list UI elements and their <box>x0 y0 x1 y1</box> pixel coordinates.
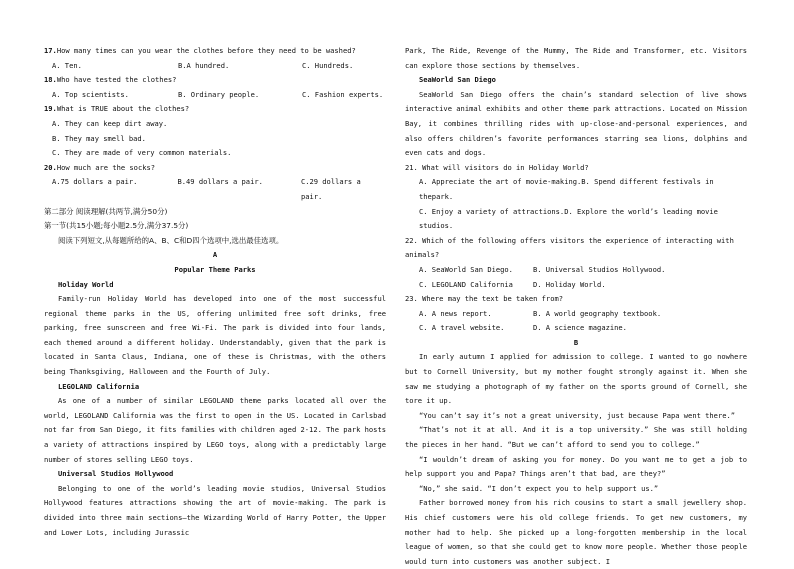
option-b: B. Ordinary people. <box>178 89 260 99</box>
question-22-options-row2 <box>405 278 747 293</box>
question-number: 20. <box>44 162 57 172</box>
question-number: 19. <box>44 104 57 114</box>
option-c: C. They are made of very common materials. <box>52 148 232 158</box>
option-c: C. Hundreds. <box>302 60 354 70</box>
question-20 <box>44 161 386 176</box>
option-c: C.29 dollars a pair. <box>300 177 361 201</box>
question-20-options <box>44 175 386 204</box>
option-b: B. Universal Studios Hollywood. <box>533 264 666 274</box>
paragraph: In early autumn I applied for admission to college. I wanted to go nowhere but to Cornell University, but my mother fought strongly against it. When she saw me studying a photograph of my father on the sports ground of Cornell, she tore it up. <box>405 352 747 406</box>
question-text: How many times can you wear the clothes before they need to be washed? <box>56 46 356 55</box>
section-heading: 第一节(共15小题;每小题2.5分,满分37.5分) <box>44 221 189 231</box>
option-ab: A. Appreciate the art of movie-making.B. Spend different festivals in thepark. <box>419 177 714 201</box>
question-17-options <box>44 59 386 74</box>
question-text: How much are the socks? <box>56 162 156 172</box>
option-b: B.A hundred. <box>178 60 230 70</box>
section-subheading: Holiday World <box>58 279 114 289</box>
passage-label: A <box>212 250 218 260</box>
option-b: B.49 dollars a pair. <box>177 177 263 187</box>
question-number: 18. <box>44 75 57 85</box>
option-a: A. They can keep dirt away. <box>52 118 168 128</box>
question-19 <box>44 102 386 117</box>
option-b: B. They may smell bad. <box>52 133 146 143</box>
question-21: 21. What will visitors do in Holiday World? <box>405 162 589 172</box>
paragraph: Belonging to one of the world’s leading movie studios, Universal Studios Hollywood features attractions showing the art of movie-making. The park is divided into three main sections—the Wizarding World of Harry Potter, the Upper and Lower Lots, including Jurassic <box>44 483 386 537</box>
question-23: 23. Where may the text be taken from? <box>405 294 564 304</box>
option-a: A. Ten. <box>52 60 82 70</box>
question-text: Who have tested the clothes? <box>56 75 177 85</box>
option-b: B. A world geography textbook. <box>533 308 662 318</box>
section-subheading: SeaWorld San Diego <box>419 75 496 85</box>
passage-label: B <box>573 337 579 347</box>
option-c: C. Fashion experts. <box>302 89 384 99</box>
paragraph: “You can’t say it’s not a great university, just because Papa went there.” <box>419 410 736 420</box>
left-column <box>44 44 386 540</box>
question-23-options-row1 <box>405 307 747 322</box>
question-17 <box>44 44 386 59</box>
option-a: A. Top scientists. <box>52 89 129 99</box>
question-18 <box>44 73 386 88</box>
instruction-text: 阅读下列短文,从每题所给的A、B、C和D四个选项中,选出最佳选项。 <box>58 235 284 245</box>
option-c: C. LEGOLAND California <box>419 279 513 289</box>
question-number: 17. <box>44 46 57 55</box>
section-subheading: LEGOLAND California <box>58 381 140 391</box>
question-18-options <box>44 88 386 103</box>
paragraph: As one of a number of similar LEGOLAND theme parks located all over the world, LEGOLAND California was the first to open in the US. Located in Carlsbad not far from San Diego, it fits families with children aged 2-12. The park hosts a variety of attractions inspired by LEGO toys, along with a predictably large number of stores selling LEGO toys. <box>44 396 386 464</box>
question-23-options-row2 <box>405 321 747 336</box>
paragraph: Family-run Holiday World has developed into one of the most successful regional theme parks in the US, offering unlimited free soft drinks, free parking, free sunscreen and free Wi-Fi. The park is divided into four lands, each themed around a different holiday. Understandably, given that the park is located in Santa Claus, Indiana, one of these is Christmas, with the others being Thanksgiving, Halloween and the Fourth of July. <box>44 294 386 377</box>
option-d: D. A science magazine. <box>533 323 627 333</box>
paragraph: Father borrowed money from his rich cousins to start a small jewellery shop. His chief customers were his old college friends. To get new customers, my mother had to help. She picked up a long-forgotten membership in the local league of women, so that she could get to know more people. Whether those people would turn into customers was another subject. I <box>405 498 747 566</box>
section-subheading: Universal Studios Hollywood <box>58 469 174 479</box>
part-heading: 第二部分 阅读理解(共两节,满分50分) <box>44 206 168 216</box>
option-c: C. A travel website. <box>419 323 505 333</box>
right-column <box>405 44 747 569</box>
paragraph: SeaWorld San Diego offers the chain’s standard selection of live shows interactive animal exhibits and other theme park attractions. Located on Mission Bay, it combines thrilling rides with up-close-and-personal experiences, and also offers children’s favorite performances starring sea lions, dolphins and even cats and dogs. <box>405 89 747 158</box>
question-text: What is TRUE about the clothes? <box>56 104 190 114</box>
option-a: A.75 dollars a pair. <box>52 177 138 187</box>
paragraph: “That’s not it at all. And it is a top university.” She was still holding the pieces in her hand. “But we can’t afford to send you to college.” <box>405 425 747 450</box>
paragraph: Park, The Ride, Revenge of the Mummy, The Ride and Transformer, etc. Visitors can explore those sections by themselves. <box>405 46 747 70</box>
passage-title: Popular Theme Parks <box>174 264 256 274</box>
option-cd: C. Enjoy a variety of attractions.D. Explore the world’s leading movie studios. <box>419 206 718 231</box>
option-a: A. SeaWorld San Diego. <box>419 264 513 274</box>
question-22-options-row1 <box>405 263 747 278</box>
question-22: 22. Which of the following offers visitors the experience of interacting with animals? <box>405 235 734 260</box>
option-d: D. Holiday World. <box>533 279 606 289</box>
paragraph: “No,” she said. “I don’t expect you to help support us.” <box>419 483 659 493</box>
paragraph: “I wouldn’t dream of asking you for money. Do you want me to get a job to help support you and Papa? Things aren’t that bad, are they?” <box>405 454 747 479</box>
option-a: A. A news report. <box>419 308 492 318</box>
